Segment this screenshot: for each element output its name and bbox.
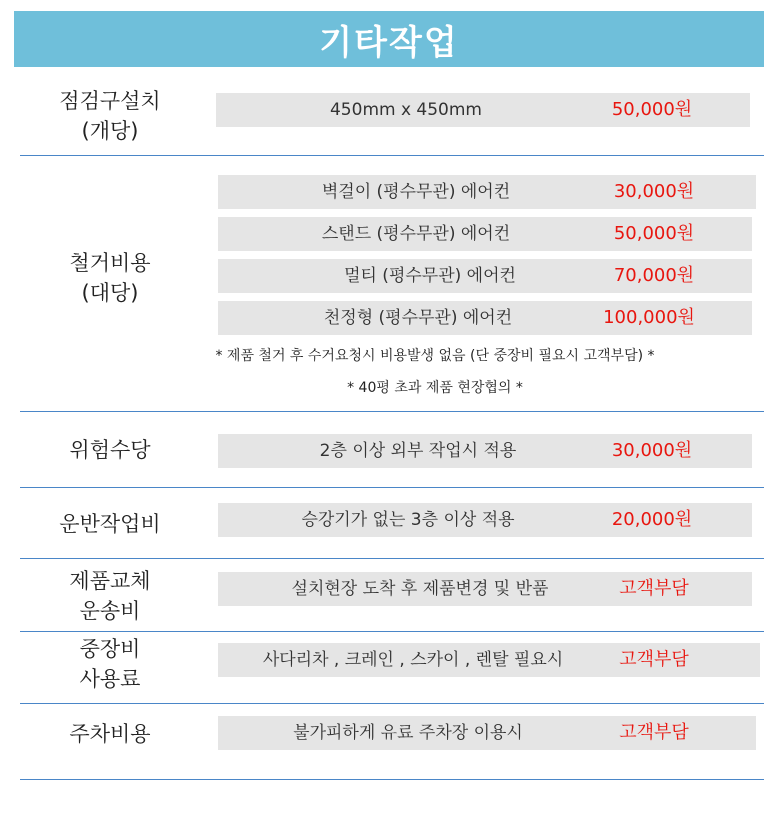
section-label-hazard: 위험수당: [69, 438, 151, 462]
price-row: [216, 93, 750, 127]
row-description: 멀티 (평수무관) 에어컨: [344, 266, 516, 286]
row-description: 설치현장 도착 후 제품변경 및 반품: [291, 579, 549, 599]
label-line: 중장비: [79, 637, 141, 661]
section-label-transport: 운반작업비: [59, 512, 161, 536]
divider: [20, 779, 764, 780]
label-line: 사용료: [79, 667, 141, 691]
row-price: 30,000원: [611, 440, 693, 461]
row-description: 승강기가 없는 3층 이상 적용: [301, 510, 515, 530]
price-row: [218, 175, 756, 209]
label-line: 제품교체: [69, 569, 151, 593]
label-line: (대당): [81, 281, 139, 305]
row-description: 벽걸이 (평수무관) 에어컨: [321, 182, 511, 202]
row-price: 20,000원: [611, 509, 693, 530]
divider: [20, 558, 764, 559]
label-line: (개당): [81, 119, 139, 143]
divider: [20, 155, 764, 156]
removal-note: * 40평 초과 제품 현장협의 *: [347, 380, 523, 396]
page-title: 기타작업: [14, 11, 764, 67]
row-price: 고객부담: [619, 578, 689, 599]
price-row: [218, 643, 760, 677]
section-label-inspection: [20, 86, 200, 146]
price-row: [218, 434, 752, 468]
row-description: 사다리차 , 크레인 , 스카이 , 렌탈 필요시: [262, 650, 564, 670]
divider: [20, 631, 764, 632]
label-line: 점검구설치: [59, 89, 161, 113]
row-price: 50,000원: [611, 99, 693, 120]
row-price: 100,000원: [603, 307, 695, 328]
section-label-exchange: [20, 566, 200, 626]
row-description: 불가피하게 유료 주차장 이용시: [293, 723, 523, 743]
row-description: 2층 이상 외부 작업시 적용: [319, 441, 517, 461]
price-row: [218, 572, 752, 606]
price-row: [218, 503, 752, 537]
row-price: 30,000원: [613, 181, 695, 202]
label-line: 운송비: [79, 599, 141, 623]
section-label-parking: 주차비용: [69, 722, 151, 746]
row-description: 450mm x 450mm: [329, 100, 483, 120]
price-row: [218, 301, 752, 335]
divider: [20, 411, 764, 412]
price-row: [218, 217, 752, 251]
row-description: 천정형 (평수무관) 에어컨: [323, 308, 513, 328]
divider: [20, 703, 764, 704]
row-price: 70,000원: [613, 265, 695, 286]
row-price: 고객부담: [619, 722, 689, 743]
row-price: 50,000원: [613, 223, 695, 244]
row-price: 고객부담: [619, 649, 689, 670]
section-label-equipment: [20, 634, 200, 694]
section-label-removal: [20, 248, 200, 308]
price-row: [218, 259, 752, 293]
row-description: 스탠드 (평수무관) 에어컨: [321, 224, 511, 244]
removal-note: * 제품 철거 후 수거요청시 비용발생 없음 (단 중장비 필요시 고객부담) *: [215, 348, 655, 364]
price-row: [218, 716, 756, 750]
divider: [20, 487, 764, 488]
label-line: 철거비용: [69, 251, 151, 275]
